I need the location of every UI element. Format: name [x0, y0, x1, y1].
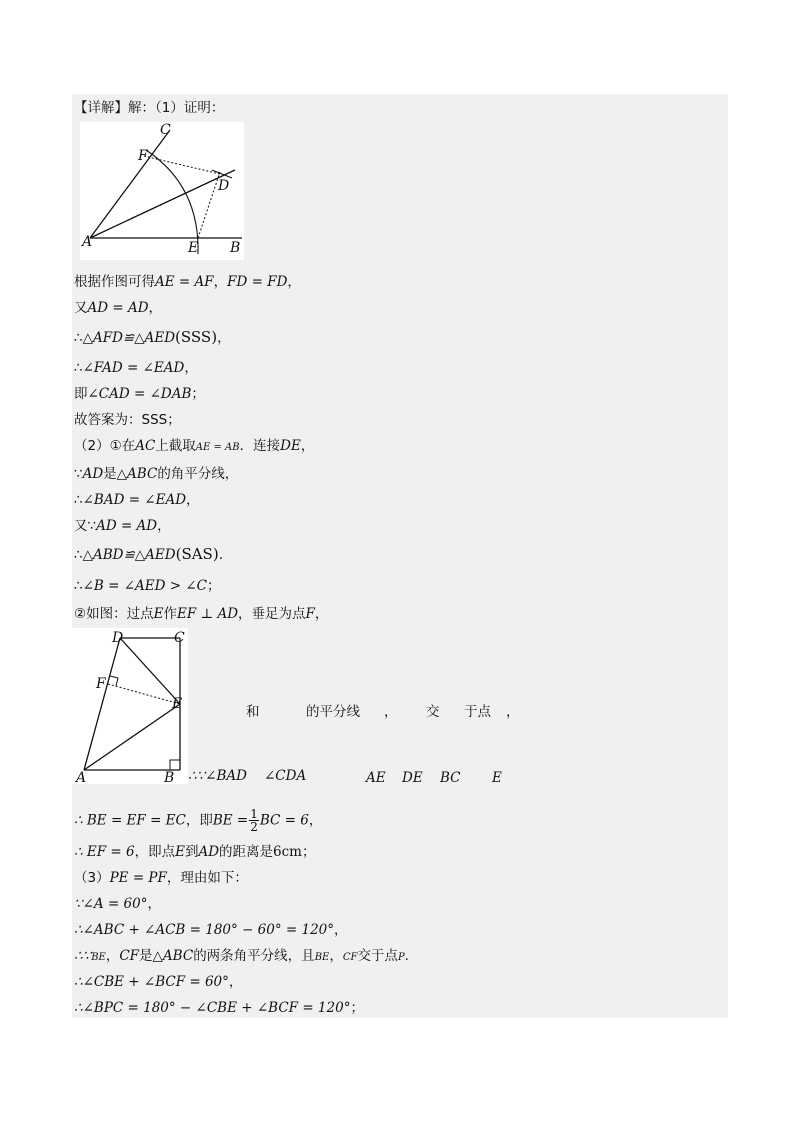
side-math-4: DE	[402, 770, 423, 786]
part3-line-1: （3）PE = PF，理由如下：	[74, 870, 248, 886]
part2-line-6: ∴∠B = ∠AED > ∠C；	[74, 578, 221, 594]
side-math-1: ∴∵∠BAD	[188, 768, 247, 784]
label-a: A	[82, 234, 93, 250]
proof-line-4: ∴∠FAD = ∠EAD，	[74, 360, 198, 376]
part2-line-3: ∴∠BAD = ∠EAD，	[74, 492, 200, 508]
label-a: A	[76, 770, 87, 784]
side-word-2: 的平分线	[306, 704, 360, 720]
part2-line-7: ②如图：过点E作EF ⊥ AD，垂足为点F，	[74, 606, 329, 622]
label-f: F	[96, 676, 106, 692]
side-word-6: ，	[506, 704, 520, 720]
side-math-3: AE	[366, 770, 386, 786]
label-d: D	[218, 178, 230, 194]
solution-header: 【详解】解：（1）证明：	[74, 100, 225, 116]
detail-label: 【详解】	[74, 100, 128, 116]
part3-line-2: ∵∠A = 60°，	[74, 896, 161, 912]
label-b: B	[230, 240, 241, 256]
part2-line-9: ∴ EF = 6，即点E到AD的距离是6cm；	[74, 844, 316, 860]
label-c: C	[174, 630, 185, 646]
label-e: E	[172, 696, 183, 712]
side-word-3: ，	[384, 704, 398, 720]
fraction-one-half: $\frac{1}{2}$	[250, 807, 258, 834]
part3-line-5: ∴∠CBE + ∠BCF = 60°，	[74, 974, 243, 990]
label-f: F	[138, 148, 148, 164]
proof-line-6: 故答案为：SSS；	[74, 412, 181, 428]
side-word-1: 和	[246, 704, 260, 720]
label-b: B	[164, 770, 175, 784]
label-c: C	[160, 122, 171, 138]
side-math-2: ∠CDA	[264, 768, 307, 784]
part2-line-1: （2）①在AC上截取AE = AB．连接DE，	[74, 438, 315, 454]
side-word-5: 于点	[464, 704, 491, 720]
part3-line-3: ∴∠ABC + ∠ACB = 180° − 60° = 120°，	[74, 922, 348, 938]
proof-line-3: ∴△AFD≌△AED(SSS)，	[74, 328, 231, 346]
part3-line-4: ∴∵BE，CF是△ABC的两条角平分线，且BE，CF交于点P.	[74, 948, 409, 964]
part2-line-4: 又∵AD = AD，	[74, 518, 171, 534]
figure-2-rectangle	[72, 628, 188, 784]
side-math-6: E	[492, 770, 502, 786]
label-d: D	[112, 630, 124, 646]
side-math-5: BC	[440, 770, 461, 786]
part2-line-2: ∵AD是△ABC的角平分线，	[74, 466, 239, 482]
part3-line-6: ∴∠BPC = 180° − ∠CBE + ∠BCF = 120°；	[74, 1000, 364, 1016]
proof-line-1: 根据作图可得AE = AF，FD = FD，	[74, 274, 301, 290]
part2-line-8: ∴ BE = EF = EC，即BE = $\frac{1}{2}$ BC = 6，	[74, 807, 323, 834]
label-e: E	[188, 240, 199, 256]
part2-line-5: ∴△ABD≌△AED(SAS).	[74, 545, 223, 563]
proof-line-5: 即∠CAD = ∠DAB；	[74, 386, 205, 402]
proof-line-2: 又AD = AD，	[74, 300, 163, 316]
side-word-4: 交	[426, 704, 440, 720]
figure-1-construction	[80, 122, 244, 260]
